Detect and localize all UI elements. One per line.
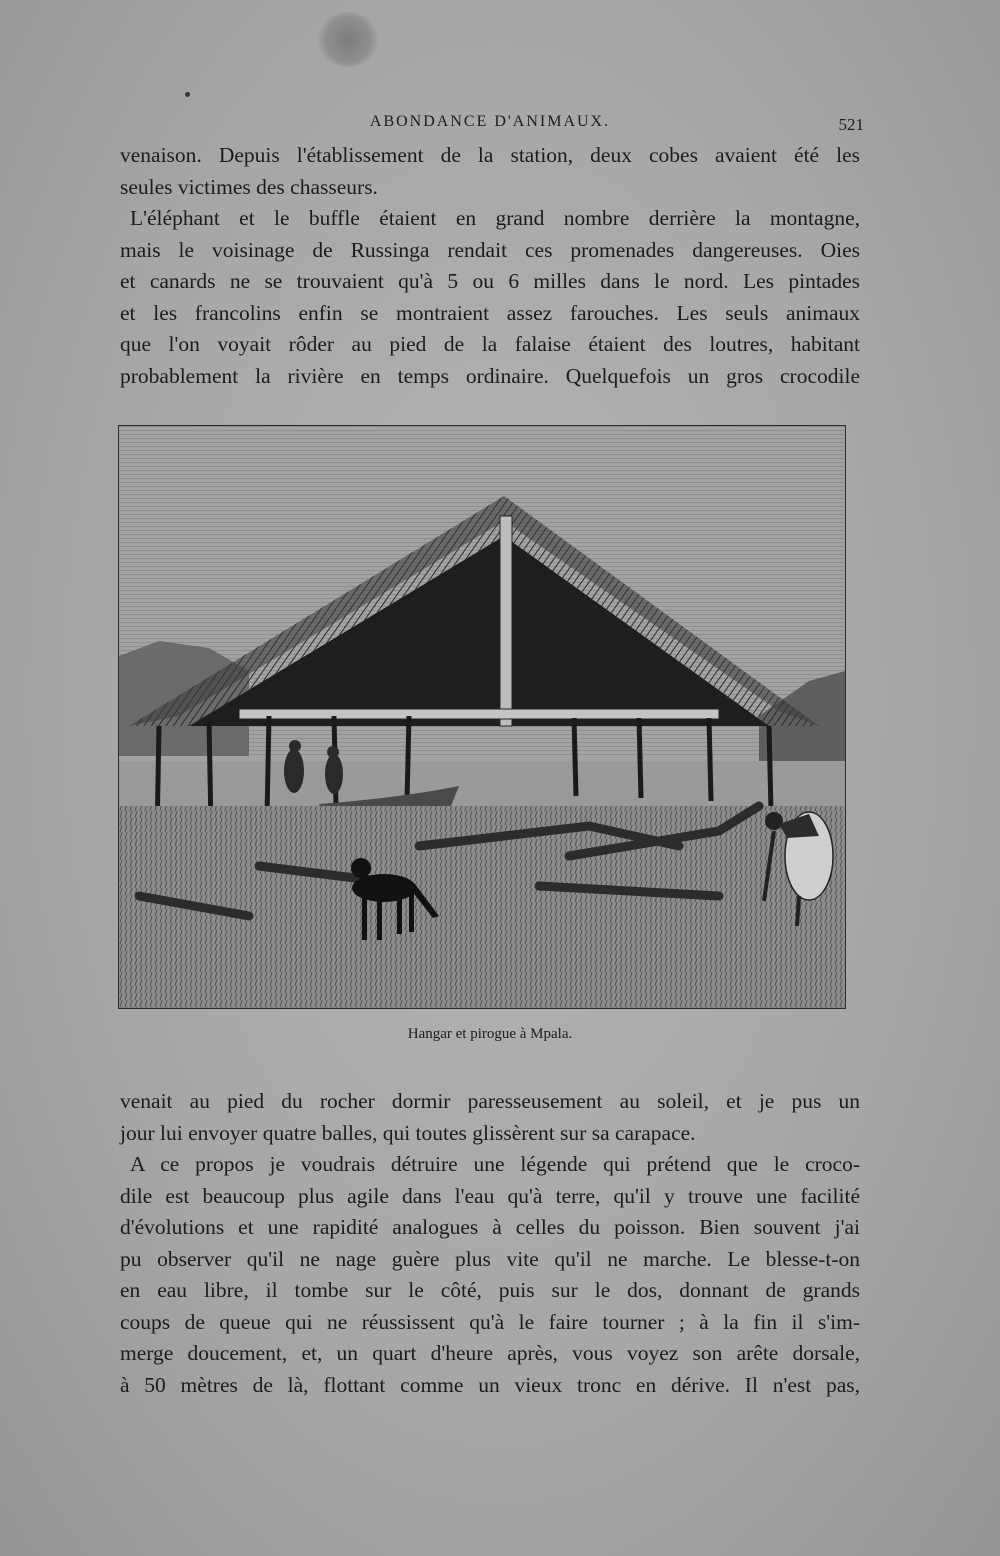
text-line: à 50 mètres de là, flottant comme un vieux tronc en dérive. Il n'est pas, bbox=[120, 1372, 860, 1397]
text-line: pu observer qu'il ne nage guère plus vite qu'il ne marche. Le blesse-t-on bbox=[120, 1246, 860, 1271]
figure-caption: Hangar et pirogue à Mpala. bbox=[407, 1026, 573, 1042]
text-line: venait au pied du rocher dormir paresseusement au soleil, et je pus un bbox=[120, 1089, 860, 1113]
text-line: et canards ne se trouvaient qu'à 5 ou 6 milles dans le nord. Les pintades bbox=[120, 269, 860, 293]
paper-stain bbox=[318, 12, 378, 67]
text-line: A ce propos je voudrais détruire une légende qui prétend que le croco- bbox=[130, 1152, 860, 1176]
text-line: merge doucement, et, un quart d'heure après, vous voyez son arête dorsale, bbox=[120, 1341, 860, 1365]
text-line: probablement la rivière en temps ordinaire. Quelquefois un gros crocodile bbox=[120, 363, 860, 388]
text-line: dile est beaucoup plus agile dans l'eau qu'à terre, qu'il y trouve une facilité bbox=[120, 1183, 860, 1208]
running-title: ABONDANCE D'ANIMAUX. bbox=[369, 113, 611, 130]
text-line: en eau libre, il tombe sur le côté, puis sur le dos, donnant de grands bbox=[120, 1278, 860, 1302]
ink-speck bbox=[185, 92, 190, 97]
bottom-paragraphs bbox=[120, 1086, 860, 1401]
text-line: L'éléphant et le buffle étaient en grand nombre derrière la montagne, bbox=[130, 206, 860, 230]
text-line: d'évolutions et une rapidité analogues à celles du poisson. Bien souvent j'ai bbox=[120, 1215, 860, 1239]
running-head bbox=[120, 111, 864, 137]
text-line: que l'on voyait rôder au pied de la falaise étaient des loutres, habitant bbox=[120, 332, 860, 356]
text-line: jour lui envoyer quatre balles, qui toutes glissèrent sur sa carapace. bbox=[120, 1120, 696, 1145]
top-paragraphs bbox=[120, 140, 860, 392]
text-line: seules victimes des chasseurs. bbox=[120, 174, 378, 199]
engraving-drawing bbox=[119, 426, 845, 1008]
text-line: coups de queue qui ne réussissent qu'à le faire tourner ; à la fin il s'im- bbox=[120, 1309, 860, 1334]
text-line: mais le voisinage de Russinga rendait ces promenades dangereuses. Oies bbox=[120, 237, 860, 262]
text-line: et les francolins enfin se montraient assez farouches. Les seuls animaux bbox=[120, 300, 860, 325]
page-number: 521 bbox=[838, 115, 864, 134]
text-line: venaison. Depuis l'établissement de la station, deux cobes avaient été les bbox=[120, 143, 860, 167]
engraving-illustration bbox=[118, 425, 846, 1009]
